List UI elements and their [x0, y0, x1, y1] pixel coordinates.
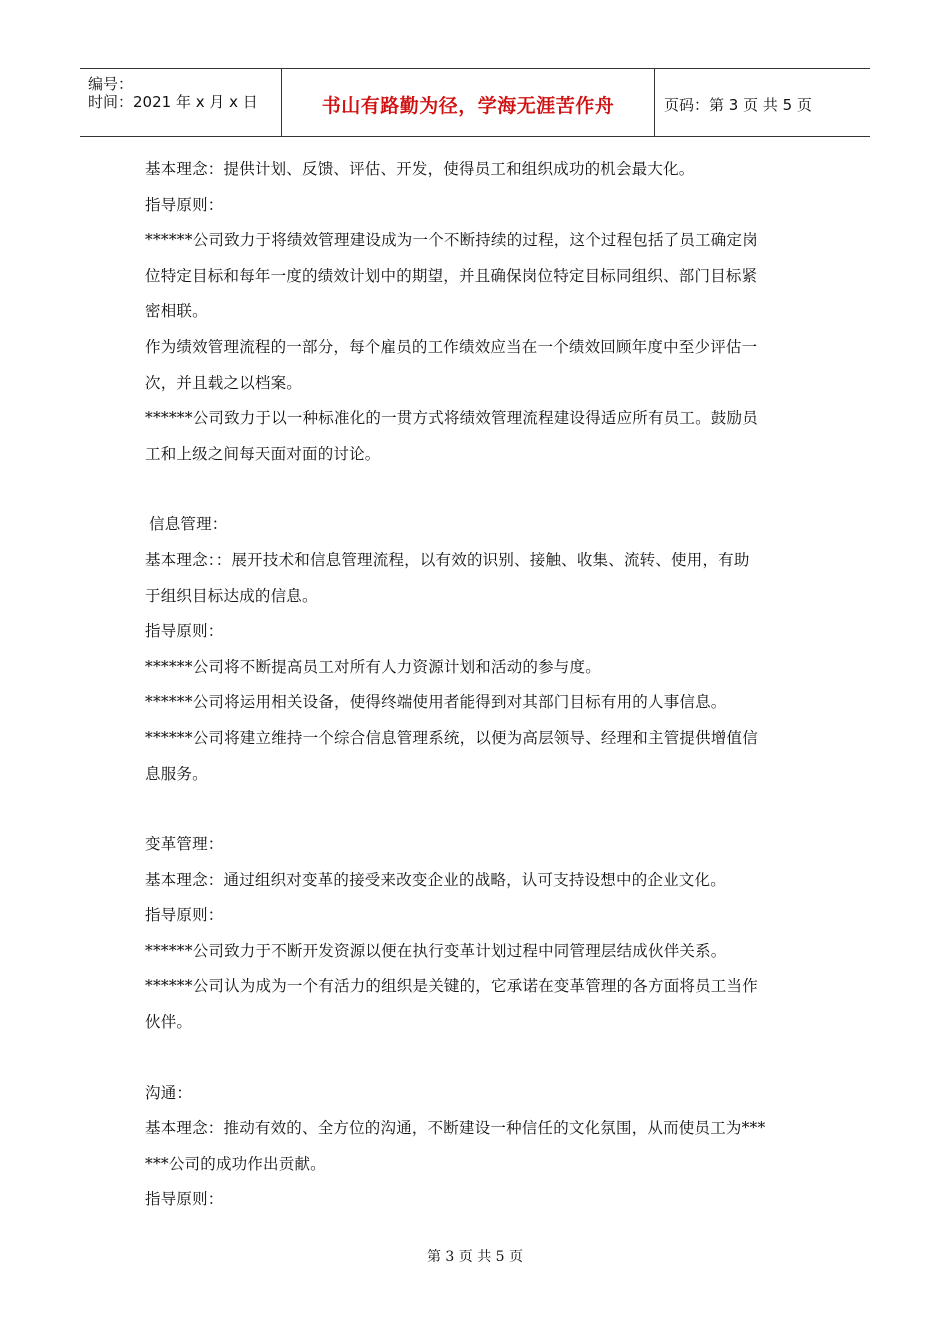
header-motto: 书山有路勤为径，学海无涯苦作舟 — [321, 95, 615, 117]
paragraph-line: 基本理念：：展开技术和信息管理流程，以有效的识别、接触、收集、流转、使用，有助 — [145, 550, 750, 569]
section-spacer — [145, 792, 810, 827]
section-performance — [145, 152, 810, 472]
paragraph-line: 基本理念：推动有效的、全方位的沟通，不断建设一种信任的文化氛围，从而使员工为*** — [145, 1119, 766, 1138]
header-motto-cell — [281, 69, 655, 136]
paragraph-line: 密相联。 — [145, 302, 208, 321]
section-communication — [145, 1076, 810, 1218]
paragraph-line: 指导原则： — [145, 1190, 224, 1209]
paragraph-line: 基本理念：通过组织对变革的接受来改变企业的战略，认可支持设想中的企业文化。 — [145, 870, 726, 889]
section-information-management — [145, 507, 810, 792]
page-header — [80, 68, 870, 137]
paragraph-line: 指导原则： — [145, 906, 224, 925]
header-page-info: 页码：第 3 页 共 5 页 — [664, 96, 812, 114]
document-date: 时间：2021 年 x 月 x 日 — [88, 93, 258, 111]
paragraph-line: 作为绩效管理流程的一部分，每个雇员的工作绩效应当在一个绩效回顾年度中至少评估一 — [145, 337, 758, 356]
paragraph-line: 指导原则： — [145, 622, 224, 641]
section-change-management — [145, 827, 810, 1041]
paragraph-line: 指导原则： — [145, 195, 224, 214]
paragraph-line: 于组织目标达成的信息。 — [145, 586, 318, 605]
paragraph-line: ******公司将建立维持一个综合信息管理系统，以便为高层领导、经理和主管提供增值信 — [145, 728, 758, 747]
paragraph-line: 基本理念：提供计划、反馈、评估、开发，使得员工和组织成功的机会最大化。 — [145, 160, 695, 178]
document-body — [145, 152, 810, 1218]
page-footer: 第 3 页 共 5 页 — [426, 1249, 524, 1265]
document-number-label: 编号： — [88, 75, 134, 93]
paragraph-line: ***公司的成功作出贡献。 — [145, 1154, 326, 1173]
section-heading: 沟通： — [145, 1083, 193, 1102]
header-page-cell — [654, 69, 870, 136]
section-spacer — [145, 472, 810, 507]
paragraph-line: 息服务。 — [145, 764, 208, 783]
paragraph-line: 位特定目标和每年一度的绩效计划中的期望，并且确保岗位特定目标同组织、部门目标紧 — [145, 266, 758, 285]
section-heading: 变革管理： — [145, 835, 224, 854]
paragraph-line: ******公司将不断提高员工对所有人力资源计划和活动的参与度。 — [145, 657, 601, 676]
paragraph-line: 伙伴。 — [145, 1013, 193, 1032]
paragraph-line: 次，并且载之以档案。 — [145, 373, 303, 392]
paragraph-line: ******公司致力于不断开发资源以便在执行变革计划过程中同管理层结成伙伴关系。 — [145, 941, 727, 960]
section-heading: 信息管理： — [149, 515, 228, 534]
paragraph-line: ******公司致力于将绩效管理建设成为一个不断持续的过程，这个过程包括了员工确定岗 — [145, 231, 758, 250]
header-meta-cell — [80, 69, 281, 136]
section-spacer — [145, 1041, 810, 1076]
paragraph-line: ******公司致力于以一种标准化的一贯方式将绩效管理流程建设得适应所有员工。鼓励员 — [145, 409, 758, 428]
paragraph-line: ******公司将运用相关设备，使得终端使用者能得到对其部门目标有用的人事信息。 — [145, 693, 727, 712]
paragraph-line: 工和上级之间每天面对面的讨论。 — [145, 444, 381, 463]
paragraph-line: ******公司认为成为一个有活力的组织是关键的，它承诺在变革管理的各方面将员工当作 — [145, 977, 758, 996]
